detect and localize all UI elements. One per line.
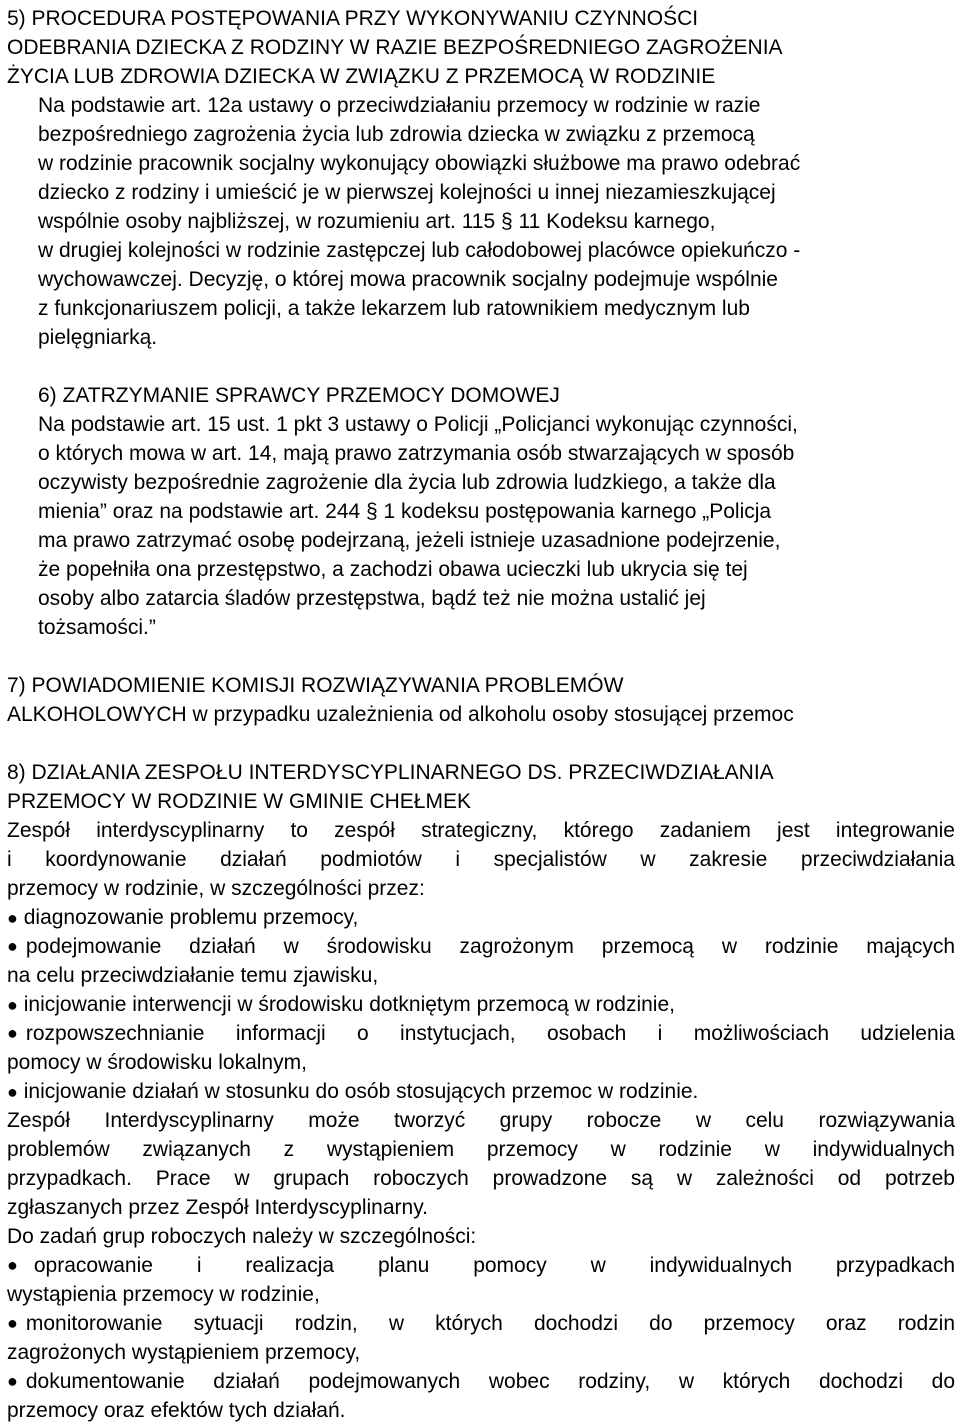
- paragraph-line: tożsamości.”: [38, 616, 156, 639]
- list-item-text: inicjowanie interwencji w środowisku dotkniętym przemocą w rodzinie,: [23, 993, 675, 1016]
- paragraph-line: Zespół Interdyscyplinarny może tworzyć grupy robocze w celu rozwiązywania: [7, 1109, 955, 1132]
- list-item: [7, 1367, 955, 1396]
- list-item-text: rozpowszechnianie informacji o instytucjach, osobach i możliwościach udzielenia: [25, 1022, 955, 1045]
- heading-line: PRZEMOCY W RODZINIE W GMINIE CHEŁMEK: [7, 790, 471, 813]
- paragraph-line: zgłaszanych przez Zespół Interdyscyplinarny.: [7, 1196, 428, 1219]
- paragraph-line: Zespół interdyscyplinarny to zespół strategiczny, którego zadaniem jest integrowanie: [7, 819, 955, 842]
- list-item-text: inicjowanie działań w stosunku do osób stosujących przemoc w rodzinie.: [23, 1080, 699, 1103]
- list-item: [7, 990, 675, 1019]
- bullet-icon: ●: [7, 995, 18, 1015]
- list-item-continuation: wystąpienia przemocy w rodzinie,: [7, 1283, 320, 1306]
- bullet-icon: ●: [7, 1371, 18, 1391]
- bullet-icon: ●: [7, 1313, 18, 1333]
- heading-line: ODEBRANIA DZIECKA Z RODZINY W RAZIE BEZPOŚREDNIEGO ZAGROŻENIA: [7, 36, 783, 59]
- list-item-continuation: przemocy oraz efektów tych działań.: [7, 1399, 346, 1422]
- list-item-text: monitorowanie sytuacji rodzin, w których dochodzi do przemocy oraz rodzin: [25, 1312, 955, 1335]
- paragraph-line: i koordynowanie działań podmiotów i specjalistów w zakresie przeciwdziałania: [7, 848, 955, 871]
- paragraph-line: Na podstawie art. 12a ustawy o przeciwdziałaniu przemocy w rodzinie w razie: [38, 94, 761, 117]
- list-item: [7, 1251, 955, 1280]
- list-item-text: dokumentowanie działań podejmowanych wobec rodziny, w których dochodzi do: [25, 1370, 955, 1393]
- paragraph-line: w drugiej kolejności w rodzinie zastępczej lub całodobowej placówce opiekuńczo -: [38, 239, 801, 262]
- bullet-icon: ●: [7, 1082, 18, 1102]
- heading-line: 8) DZIAŁANIA ZESPOŁU INTERDYSCYPLINARNEGO DS. PRZECIWDZIAŁANIA: [7, 761, 774, 784]
- list-item: [7, 1019, 955, 1048]
- list-item-text: opracowanie i realizacja planu pomocy w indywidualnych przypadkach: [33, 1254, 955, 1277]
- paragraph-line: mienia” oraz na podstawie art. 244 § 1 kodeksu postępowania karnego „Policja: [38, 500, 772, 523]
- paragraph-line: problemów związanych z wystąpieniem przemocy w rodzinie w indywidualnych: [7, 1138, 955, 1161]
- paragraph-line: o których mowa w art. 14, mają prawo zatrzymania osób stwarzających w sposób: [38, 442, 795, 465]
- paragraph-line: w rodzinie pracownik socjalny wykonujący obowiązki służbowe ma prawo odebrać: [38, 152, 801, 175]
- bullet-icon: ●: [7, 1023, 18, 1043]
- paragraph-line: oczywisty bezpośrednie zagrożenie dla życia lub zdrowia ludzkiego, a także dla: [38, 471, 776, 494]
- list-item: [7, 932, 955, 961]
- list-item: [7, 903, 358, 932]
- paragraph-line: ma prawo zatrzymać osobę podejrzaną, jeżeli istnieje uzasadnione podejrzenie,: [38, 529, 781, 552]
- paragraph-line: dziecko z rodziny i umieścić je w pierwszej kolejności u innej niezamieszkującej: [38, 181, 776, 204]
- bullet-icon: ●: [7, 908, 18, 928]
- list-item: [7, 1077, 698, 1106]
- paragraph-line: z funkcjonariuszem policji, a także lekarzem lub ratownikiem medycznym lub: [38, 297, 750, 320]
- heading-line: ALKOHOLOWYCH w przypadku uzależnienia od alkoholu osoby stosującej przemoc: [7, 703, 794, 726]
- paragraph-line: przypadkach. Prace w grupach roboczych prowadzone są w zależności od potrzeb: [7, 1167, 955, 1190]
- bullet-icon: ●: [7, 1255, 18, 1275]
- list-item: [7, 1309, 955, 1338]
- paragraph-line: wspólnie osoby najbliższej, w rozumieniu art. 115 § 11 Kodeksu karnego,: [38, 210, 716, 233]
- heading-line: 6) ZATRZYMANIE SPRAWCY PRZEMOCY DOMOWEJ: [38, 384, 560, 407]
- paragraph-line: Na podstawie art. 15 ust. 1 pkt 3 ustawy o Policji „Policjanci wykonując czynności,: [38, 413, 798, 436]
- bullet-icon: ●: [7, 936, 18, 956]
- list-item-continuation: zagrożonych wystąpieniem przemocy,: [7, 1341, 361, 1364]
- heading-line: 5) PROCEDURA POSTĘPOWANIA PRZY WYKONYWANIU CZYNNOŚCI: [7, 7, 699, 30]
- paragraph-line: pielęgniarką.: [38, 326, 158, 349]
- list-item-text: diagnozowanie problemu przemocy,: [23, 906, 359, 929]
- list-item-continuation: na celu przeciwdziałanie temu zjawisku,: [7, 964, 379, 987]
- list-item-text: podejmowanie działań w środowisku zagrożonym przemocą w rodzinie mających: [25, 935, 955, 958]
- heading-line: ŻYCIA LUB ZDROWIA DZIECKA W ZWIĄZKU Z PRZEMOCĄ W RODZINIE: [7, 65, 716, 88]
- paragraph-line: wychowawczej. Decyzję, o której mowa pracownik socjalny podejmuje wspólnie: [38, 268, 778, 291]
- paragraph-line: osoby albo zatarcia śladów przestępstwa, bądź też nie można ustalić jej: [38, 587, 706, 610]
- paragraph-line: przemocy w rodzinie, w szczególności przez:: [7, 877, 425, 900]
- heading-line: 7) POWIADOMIENIE KOMISJI ROZWIĄZYWANIA PROBLEMÓW: [7, 674, 624, 697]
- paragraph-line: Do zadań grup roboczych należy w szczególności:: [7, 1225, 477, 1248]
- paragraph-line: że popełniła ona przestępstwo, a zachodzi obawa ucieczki lub ukrycia się tej: [38, 558, 748, 581]
- paragraph-line: bezpośredniego zagrożenia życia lub zdrowia dziecka w związku z przemocą: [38, 123, 755, 146]
- list-item-continuation: pomocy w środowisku lokalnym,: [7, 1051, 307, 1074]
